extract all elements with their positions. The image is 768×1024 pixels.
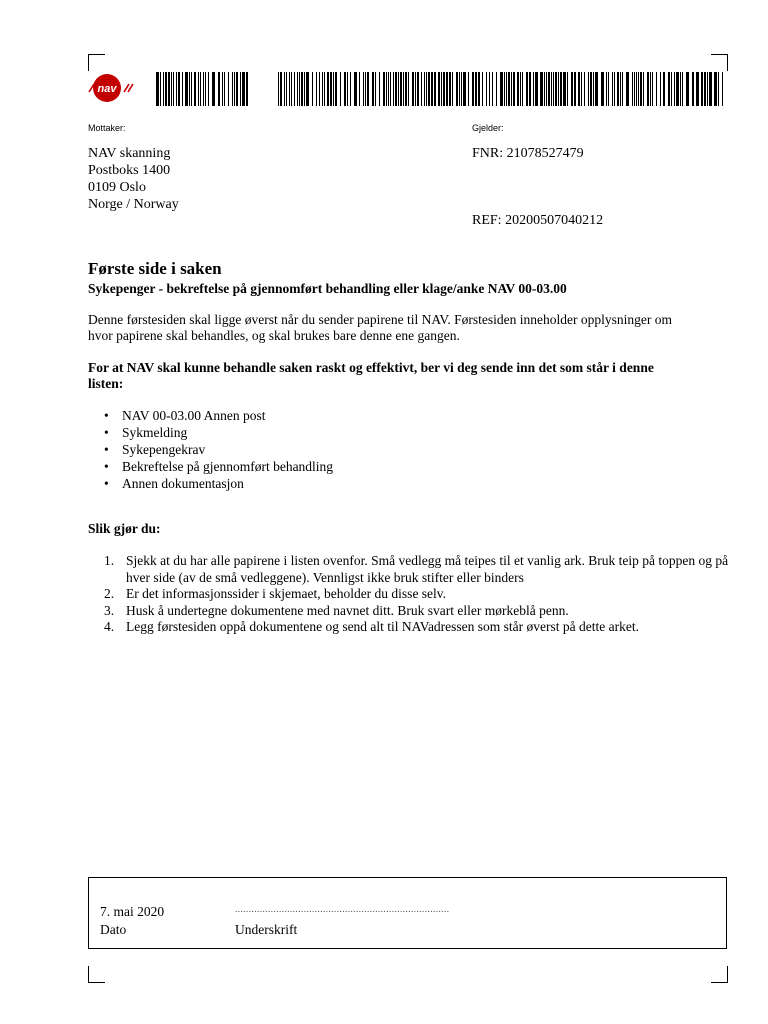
barcode-bar [686,72,689,106]
barcode-bar [327,72,329,106]
intro-paragraph: Denne førstesiden skal ligge øverst når du sender papirene til NAV. Førstesiden inneholder opplysninger om hvor papirene skal behandles, og skal brukes bare denne ene gangen. [88,312,673,343]
barcode-bar [333,72,334,106]
document-list-item: • Sykepengekrav [100,441,333,458]
barcode-bar [707,72,708,106]
barcode-bar [289,72,290,106]
barcode-bar [246,72,248,106]
barcode-bar [294,72,295,106]
signature-line: .............................................................................. [235,904,450,914]
barcode-bar [620,72,621,106]
barcode-bar [640,72,642,106]
page-title: Første side i saken [88,259,222,278]
barcode-bar [718,72,719,106]
barcode-bar [232,72,233,106]
list-intro: For at NAV skal kunne behandle saken raskt og effektivt, ber vi deg sende inn det som står i denne listen: [88,360,654,391]
barcode-bar [286,72,287,106]
barcode-bar [354,72,357,106]
barcode-bar [280,72,282,106]
barcode-bar [316,72,317,106]
barcode-bar [441,72,442,106]
step-text: Husk å undertegne dokumentene med navnet ditt. Bruk svart eller mørkeblå penn. [126,602,569,618]
barcode-bar [567,72,568,106]
barcode-small [156,72,252,106]
barcode-bar [452,72,453,106]
barcode-bar [680,72,681,106]
date-label: Dato [100,922,127,937]
barcode-bar [593,72,594,106]
recipient-line: 0109 Oslo [88,180,146,195]
fnr-value: FNR: 21078527479 [472,146,584,161]
barcode-bar [185,72,188,106]
barcode-bar [408,72,409,106]
barcode-bar [496,72,497,106]
barcode-bar [546,72,547,106]
document-list [100,407,333,492]
barcode-bar [322,72,323,106]
barcode-bar [622,72,623,106]
barcode-bar [606,72,607,106]
step-number: 1. [104,553,115,568]
barcode-bar [388,72,389,106]
barcode-bar [632,72,633,106]
barcode-bar [335,72,337,106]
barcode-bar [581,72,582,106]
step-item [104,553,734,586]
barcode-bar [650,72,651,106]
concerns-label: Gjelder: [472,123,504,133]
step-item [104,619,734,636]
barcode-bar [412,72,414,106]
barcode-bar [350,72,351,106]
barcode-bar [647,72,649,106]
barcode-bar [504,72,505,106]
barcode-bar [506,72,507,106]
barcode-bar [508,72,510,106]
barcode-bar [171,72,172,106]
barcode-bar [540,72,543,106]
barcode-bar [176,72,177,106]
barcode-bar [472,72,474,106]
barcode-bar [535,72,538,106]
barcode-bar [224,72,225,106]
barcode-bar [198,72,199,106]
barcode-bar [663,72,665,106]
barcode-bar [626,72,629,106]
barcode-bar [344,72,346,106]
step-text: Legg førstesiden oppå dokumentene og send alt til NAVadressen som står øverst på dette arket. [126,619,639,634]
barcode-bar [359,72,360,106]
barcode-bar [709,72,712,106]
barcode-bar [390,72,391,106]
barcode-bar [291,72,292,106]
step-number: 2. [104,586,115,601]
barcode-bar [203,72,204,106]
barcode-bar [424,72,425,106]
step-text: Er det informasjonssider i skjemaet, beholder du disse selv. [126,586,447,601]
barcode-bar [222,72,223,106]
barcode-bar [403,72,404,106]
barcode-bar [595,72,598,106]
barcode-bar [682,72,683,106]
barcode-bar [676,72,679,106]
recipient-line: NAV skanning [88,146,171,161]
barcode-bar [363,72,364,106]
barcode-bar [578,72,580,106]
barcode-bar [517,72,519,106]
barcode-bar [426,72,427,106]
barcode-bar [588,72,589,106]
barcode-bar [551,72,552,106]
barcode-bar [191,72,192,106]
document-list-item: • Annen dokumentasjon [100,475,333,492]
barcode-bar [379,72,380,106]
date-value: 7. mai 2020 [100,904,165,919]
barcode-bar [398,72,399,106]
document-list-item: • Bekreftelse på gjennomført behandling [100,458,333,475]
barcode-bar [386,72,387,106]
barcode-bar [205,72,206,106]
barcode-bar [520,72,521,106]
barcode-bar [421,72,422,106]
barcode-bar [652,72,653,106]
barcode-bar [383,72,385,106]
step-item [104,603,734,620]
barcode-bar [701,72,703,106]
barcode-bar [674,72,675,106]
recipient-line: Norge / Norway [88,197,179,212]
barcode-bar [417,72,419,106]
barcode-bar [478,72,480,106]
barcode-bar [692,72,694,106]
barcode-bar [668,72,670,106]
barcode-bar [156,72,159,106]
barcode-bar [208,72,209,106]
document-list-item: • NAV 00-03.00 Annen post [100,407,333,424]
corner-mark-top-left [88,54,105,71]
barcode-bar [234,72,235,106]
recipient-line: Postboks 1400 [88,163,171,178]
signature-label: Underskrift [235,922,298,937]
barcode-bar [306,72,309,106]
nav-logo [86,72,136,104]
barcode-bar [347,72,348,106]
step-text: Sjekk at du har alle papirene i listen ovenfor. Små vedlegg må teipes til et vanlig ark. Bruk teip på toppen og på hver side (av de små vedleggene). Vennligst ikke bruk stifter eller binders [126,553,729,585]
signature-box [88,877,727,949]
barcode-bar [511,72,512,106]
barcode-bar [482,72,483,106]
barcode-bar [438,72,440,106]
barcode-bar [704,72,706,106]
barcode-bar [558,72,559,106]
document-list-item: • Sykmelding [100,424,333,441]
barcode-bar [173,72,174,106]
barcode-bar [608,72,609,106]
barcode-bar [218,72,220,106]
barcode-bar [529,72,531,106]
barcode-bar [563,72,566,106]
recipient-address [88,145,179,213]
barcode-bar [304,72,305,106]
barcode-bar [330,72,332,106]
barcode-bar [365,72,366,106]
barcode-bar [242,72,245,106]
barcode-large [278,72,724,106]
barcode-bar [240,72,241,106]
barcode-bar [548,72,550,106]
barcode-bar [405,72,407,106]
barcode-bar [372,72,374,106]
step-number: 3. [104,602,115,618]
barcode-bar [643,72,644,106]
barcode-bar [163,72,164,106]
barcode-bar [475,72,477,106]
barcode-bar [446,72,448,106]
barcode-bar [449,72,451,106]
barcode-bar [714,72,717,106]
barcode-bar [278,72,279,106]
barcode-bar [463,72,466,106]
barcode-bar [612,72,613,106]
barcode-bar [614,72,615,106]
steps-list [104,553,734,636]
barcode-bar [522,72,523,106]
barcode-bar [489,72,490,106]
barcode-bar [395,72,397,106]
barcode-bar [492,72,493,106]
barcode-bar [634,72,635,106]
barcode-bar [636,72,637,106]
barcode-bar [189,72,190,106]
barcode-bar [165,72,167,106]
barcode-bar [555,72,557,106]
barcode-bar [324,72,325,106]
corner-mark-bottom-left [88,966,105,983]
barcode-bar [468,72,469,106]
barcode-bar [200,72,201,106]
barcode-bar [656,72,657,106]
barcode-bar [301,72,303,106]
barcode-bar [299,72,300,106]
barcode-bar [340,72,341,106]
barcode-bar [638,72,639,106]
barcode-bar [400,72,402,106]
corner-mark-top-right [711,54,728,71]
barcode-bar [500,72,503,106]
barcode-bar [571,72,573,106]
barcode-bar [617,72,619,106]
barcode-bar [456,72,458,106]
barcode-bar [284,72,285,106]
barcode-bar [194,72,196,106]
howto-heading: Slik gjør du: [88,521,161,536]
barcode-bar [168,72,170,106]
step-number: 4. [104,619,115,634]
ref-value: REF: 20200507040212 [472,213,604,228]
barcode-bar [660,72,661,106]
barcode-bar [236,72,238,106]
barcode-bar [722,72,723,106]
barcode-bar [428,72,430,106]
barcode-bar [319,72,320,106]
barcode-bar [443,72,445,106]
barcode-bar [696,72,699,106]
barcode-bar [367,72,369,106]
barcode-bar [601,72,604,106]
barcode-bar [533,72,534,106]
barcode-bar [212,72,215,106]
barcode-bar [513,72,515,106]
page-subtitle: Sykepenger - bekreftelse på gjennomført behandling eller klage/anke NAV 00-03.00 [88,281,567,296]
barcode-bar [526,72,528,106]
barcode-bar [590,72,592,106]
barcode-bar [228,72,229,106]
corner-mark-bottom-right [711,966,728,983]
barcode-bar [560,72,562,106]
recipient-label: Mottaker: [88,123,126,133]
barcode-bar [393,72,394,106]
barcode-bar [459,72,460,106]
barcode-bar [415,72,416,106]
barcode-bar [375,72,376,106]
barcode-bar [160,72,161,106]
barcode-bar [434,72,436,106]
barcode-bar [544,72,545,106]
barcode-bar [584,72,585,106]
barcode-bar [553,72,554,106]
barcode-bar [297,72,298,106]
step-item [104,586,734,603]
barcode-bar [486,72,487,106]
barcode-bar [312,72,313,106]
svg-text:nav: nav [97,83,117,95]
barcode-bar [671,72,672,106]
barcode-bar [574,72,576,106]
barcode-bar [431,72,433,106]
barcode-bar [461,72,462,106]
barcode-bar [182,72,183,106]
barcode-bar [178,72,180,106]
